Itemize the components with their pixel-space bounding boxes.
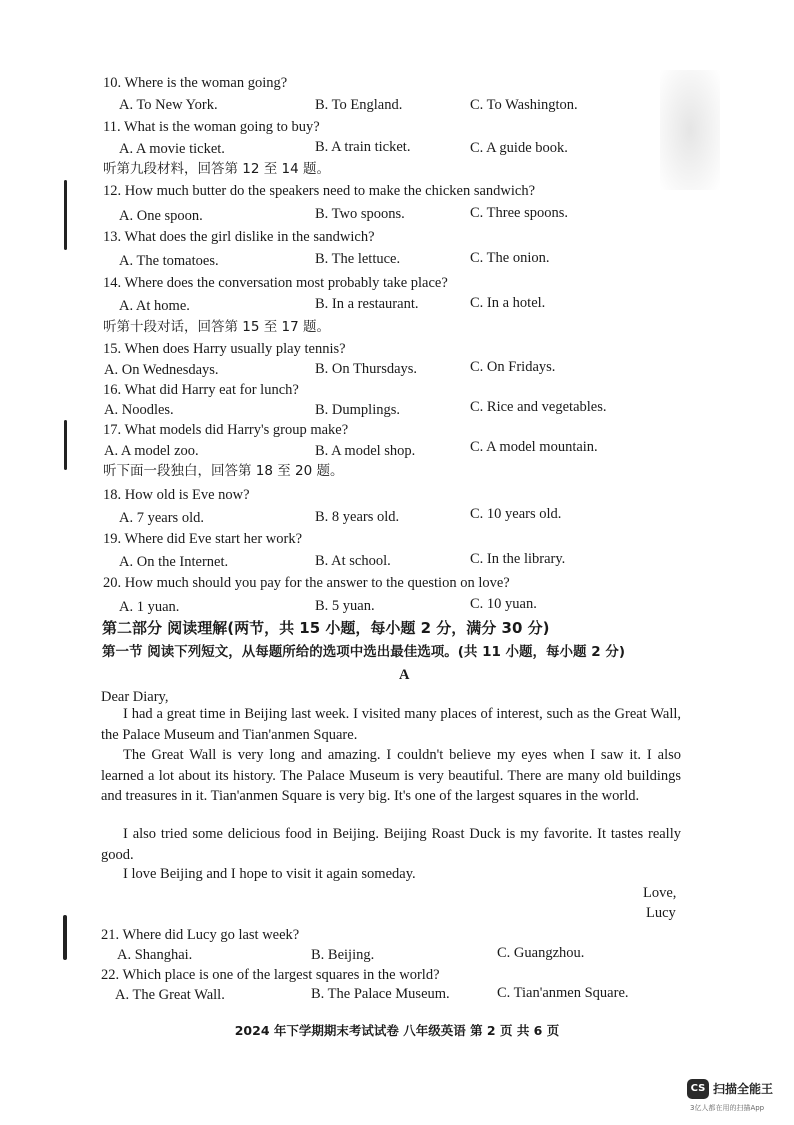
question-stem: 18. How old is Eve now? — [103, 487, 250, 503]
option: A. On Wednesdays. — [104, 362, 219, 378]
option: A. To New York. — [119, 97, 218, 113]
option: C. A model mountain. — [470, 439, 598, 455]
option: C. Tian'anmen Square. — [497, 985, 629, 1001]
option: A. A model zoo. — [104, 443, 199, 459]
option: A. One spoon. — [119, 208, 203, 224]
passage-paragraph: I also tried some delicious food in Beijing. Beijing Roast Duck is my favorite. It tastes really good. — [101, 826, 681, 863]
listening-instruction: 听第九段材料，回答第 12 至 14 题。 — [103, 161, 331, 177]
question-stem: 19. Where did Eve start her work? — [103, 531, 303, 547]
question-stem: 17. What models did Harry's group make? — [103, 422, 349, 438]
option: B. A train ticket. — [315, 139, 411, 155]
option: C. 10 yuan. — [470, 596, 537, 612]
passage-label: A — [399, 667, 410, 683]
option: B. A model shop. — [315, 443, 416, 459]
option: B. To England. — [315, 97, 403, 113]
option: B. The lettuce. — [315, 251, 401, 267]
option: B. The Palace Museum. — [311, 986, 450, 1002]
option: C. To Washington. — [470, 97, 578, 113]
option: A. 7 years old. — [119, 510, 204, 526]
option: B. At school. — [315, 553, 391, 569]
question-stem: 11. What is the woman going to buy? — [103, 119, 320, 135]
listening-instruction: 听第十段对话，回答第 15 至 17 题。 — [103, 319, 331, 335]
option: B. In a restaurant. — [315, 296, 419, 312]
question-stem: 16. What did Harry eat for lunch? — [103, 382, 299, 398]
passage-paragraph: I love Beijing and I hope to visit it again someday. — [123, 866, 416, 882]
option: A. Noodles. — [104, 402, 174, 418]
question-stem: 14. Where does the conversation most probably take place? — [103, 275, 448, 291]
option: B. Dumplings. — [315, 402, 400, 418]
page-footer: 2024 年下学期期末考试试卷 八年级英语 第 2 页 共 6 页 — [234, 1023, 560, 1038]
diary-signature: Lucy — [646, 905, 676, 921]
option: A. The Great Wall. — [115, 987, 225, 1003]
listening-instruction: 听下面一段独白，回答第 18 至 20 题。 — [103, 463, 344, 479]
scanner-logo-icon: CS — [687, 1079, 709, 1099]
scanner-app-name: 扫描全能王 — [713, 1082, 774, 1096]
option: C. In a hotel. — [470, 295, 546, 311]
option: C. In the library. — [470, 551, 566, 567]
question-stem: 15. When does Harry usually play tennis? — [103, 341, 346, 357]
option: C. The onion. — [470, 250, 550, 266]
scan-edge-mark — [63, 915, 67, 960]
scan-smudge — [660, 70, 720, 190]
option: C. 10 years old. — [470, 506, 562, 522]
option: A. A movie ticket. — [119, 141, 225, 157]
scan-edge-mark — [64, 180, 67, 250]
scanner-tagline: 3亿人都在用的扫描App — [690, 1104, 765, 1112]
option: A. On the Internet. — [119, 554, 229, 570]
question-stem: 10. Where is the woman going? — [103, 75, 288, 91]
passage-paragraph: I had a great time in Beijing last week. I visited many places of interest, such as the Great Wall, the Palace Museum and Tian'anmen Square. — [101, 706, 681, 743]
question-stem: 21. Where did Lucy go last week? — [101, 927, 300, 943]
option: C. Rice and vegetables. — [470, 399, 607, 415]
option: B. 8 years old. — [315, 509, 400, 525]
question-stem: 13. What does the girl dislike in the sandwich? — [103, 229, 375, 245]
option: C. Guangzhou. — [497, 945, 585, 961]
option: C. A guide book. — [470, 140, 568, 156]
diary-closing: Love, — [643, 885, 677, 901]
option: A. The tomatoes. — [119, 253, 219, 269]
part-heading: 第二部分 阅读理解(两节，共 15 小题，每小题 2 分，满分 30 分) — [102, 619, 550, 637]
section-heading: 第一节 阅读下列短文，从每题所给的选项中选出最佳选项。(共 11 小题，每小题 2 分) — [102, 644, 626, 660]
option: B. On Thursdays. — [315, 361, 418, 377]
scan-edge-mark — [64, 420, 67, 470]
option: B. 5 yuan. — [315, 598, 375, 614]
option: B. Beijing. — [311, 947, 375, 963]
question-stem: 22. Which place is one of the largest squares in the world? — [101, 967, 440, 983]
option: B. Two spoons. — [315, 206, 405, 222]
diary-salutation: Dear Diary, — [101, 689, 169, 705]
option: A. Shanghai. — [117, 947, 193, 963]
option: C. On Fridays. — [470, 359, 556, 375]
option: A. 1 yuan. — [119, 599, 180, 615]
option: A. At home. — [119, 298, 190, 314]
passage-paragraph: The Great Wall is very long and amazing. I couldn't believe my eyes when I saw it. I also learned a lot about its history. The Palace Museum is very beautiful. There are many old buildings and treasures in it. Tian'anmen Square is very big. It's one of the largest squares in the world. — [101, 747, 681, 804]
question-stem: 12. How much butter do the speakers need to make the chicken sandwich? — [103, 183, 536, 199]
question-stem: 20. How much should you pay for the answer to the question on love? — [103, 575, 510, 591]
option: C. Three spoons. — [470, 205, 569, 221]
